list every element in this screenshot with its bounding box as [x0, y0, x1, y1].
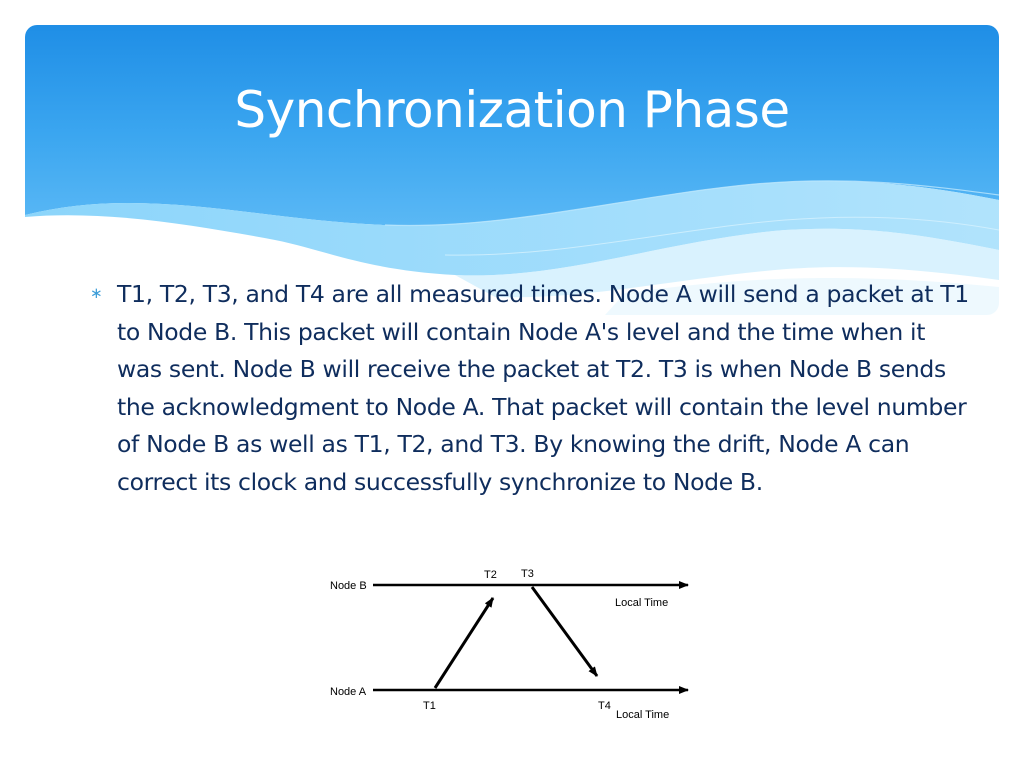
timing-diagram — [325, 562, 695, 732]
t3-label: T3 — [521, 568, 534, 580]
bullet-asterisk-icon: ∗ — [90, 284, 103, 302]
local-time-label-top: Local Time — [615, 597, 669, 609]
local-time-label-bottom: Local Time — [616, 709, 670, 721]
slide-title: Synchronization Phase — [234, 81, 790, 139]
t4-label: T4 — [598, 700, 611, 712]
node-b-label: Node B — [330, 580, 367, 592]
node-a-label: Node A — [330, 686, 367, 698]
t1-label: T1 — [423, 700, 436, 712]
header-wave-graphic — [25, 25, 999, 315]
request-arrow — [435, 598, 493, 688]
header-banner — [25, 25, 999, 315]
t2-label: T2 — [484, 569, 497, 581]
ack-arrow — [532, 587, 597, 676]
bullet-text: T1, T2, T3, and T4 are all measured times. Node A will send a packet at T1 to Node B. This packet will contain Node A's level and the time when it was sent. Node B will receive the packet at T2. T3 is when Node B sends the acknowledgment to Node A. That packet will contain the level number of Node B as well as T1, T2, and T3. By knowing the drift, Node A can correct its clock and successfully synchronize to Node B. — [117, 280, 969, 496]
